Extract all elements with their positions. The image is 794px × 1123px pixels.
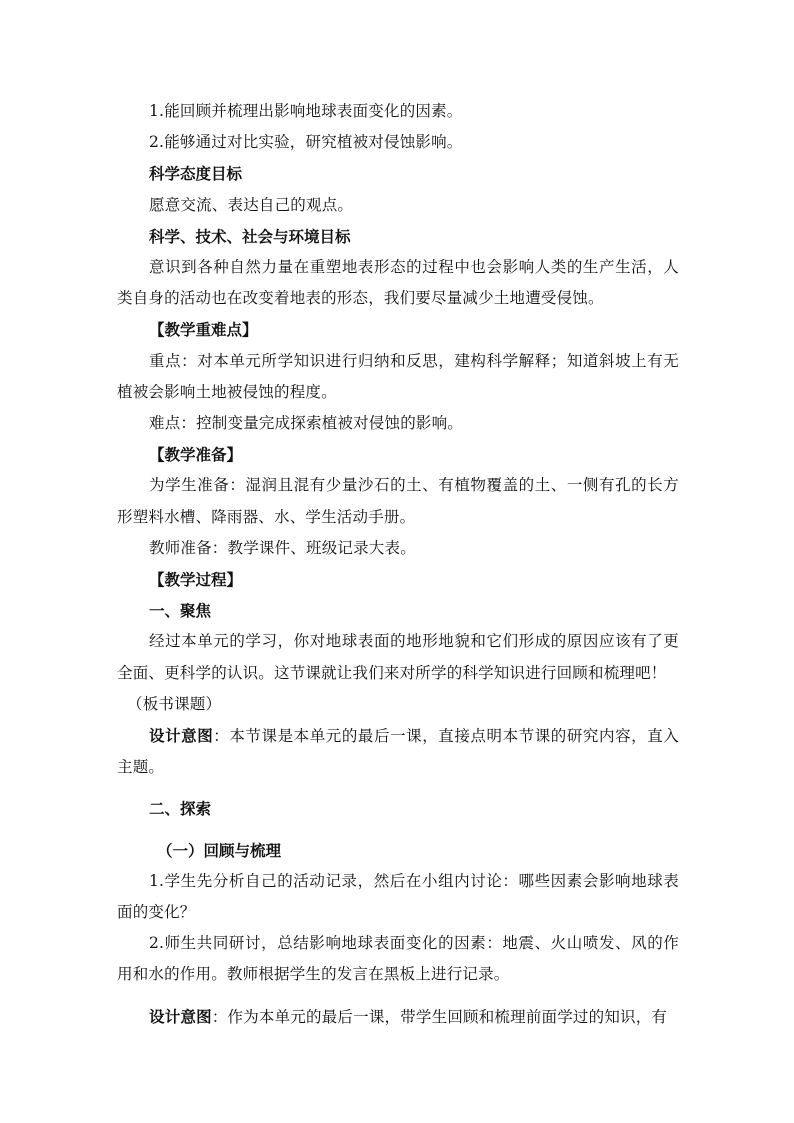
heading-review: （一）回顾与梳理 [157, 840, 282, 860]
design-intent-1 [117, 720, 679, 783]
attitude-text: 愿意交流、表达自己的观点。 [149, 195, 354, 214]
focus-board-note: （板书课题） [127, 694, 222, 713]
prep-teacher-text: 教师准备：教学课件、班级记录大表。 [149, 538, 416, 557]
heading-preparation: 【教学准备】 [149, 445, 243, 465]
design-intent-2 [117, 1001, 679, 1033]
design-intent-label: 设计意图 [149, 726, 214, 746]
difficult-point-text: 难点：控制变量完成探索植被对侵蚀的影响。 [149, 414, 464, 433]
design-intent-text: ：本节课是本单元的最后一课，直接点明本节课的研究内容，直入主题。 [117, 727, 679, 777]
objective-1: 1.能回顾并梳理出影响地球表面变化的因素。 [149, 102, 463, 120]
focus-text: 经过本单元的学习，你对地球表面的地形地貌和它们形成的原因应该有了更全面、更科学的认识。这节课就让我们来对所学的科学知识进行回顾和梳理吧！ [117, 632, 679, 682]
heading-key-points: 【教学重难点】 [149, 320, 258, 340]
heading-science-attitude: 科学态度目标 [149, 164, 243, 184]
heading-process: 【教学过程】 [149, 570, 243, 590]
design-intent-text: ：作为本单元的最后一课，带学生回顾和梳理前面学过的知识，有 [211, 1007, 668, 1026]
document-page [117, 96, 679, 1033]
heading-focus: 一、聚焦 [149, 601, 212, 621]
heading-sts: 科学、技术、社会与环境目标 [149, 226, 351, 246]
heading-explore: 二、探索 [149, 799, 212, 819]
sts-text: 意识到各种自然力量在重塑地表形态的过程中也会影响人类的生产生活，人类自身的活动也在改变着地表的形态，我们要尽量减少土地遭受侵蚀。 [117, 258, 679, 308]
objective-2: 2.能够通过对比实验，研究植被对侵蚀影响。 [149, 133, 463, 152]
prep-student-text: 为学生准备：湿润且混有少量沙石的土、有植物覆盖的土、一侧有孔的长方形塑料水槽、降雨器、水、学生活动手册。 [117, 476, 679, 526]
review-item-1: 1.学生先分析自己的活动记录，然后在小组内讨论：哪些因素会影响地球表面的变化？ [117, 871, 679, 922]
key-point-text: 重点：对本单元所学知识进行归纳和反思，建构科学解释；知道斜坡上有无植被会影响土地被侵蚀的程度。 [117, 351, 679, 401]
design-intent-label: 设计意图 [149, 1006, 212, 1026]
review-item-2: 2.师生共同研讨，总结影响地球表面变化的因素：地震、火山喷发、风的作用和水的作用。教师根据学生的发言在黑板上进行记录。 [117, 934, 679, 984]
